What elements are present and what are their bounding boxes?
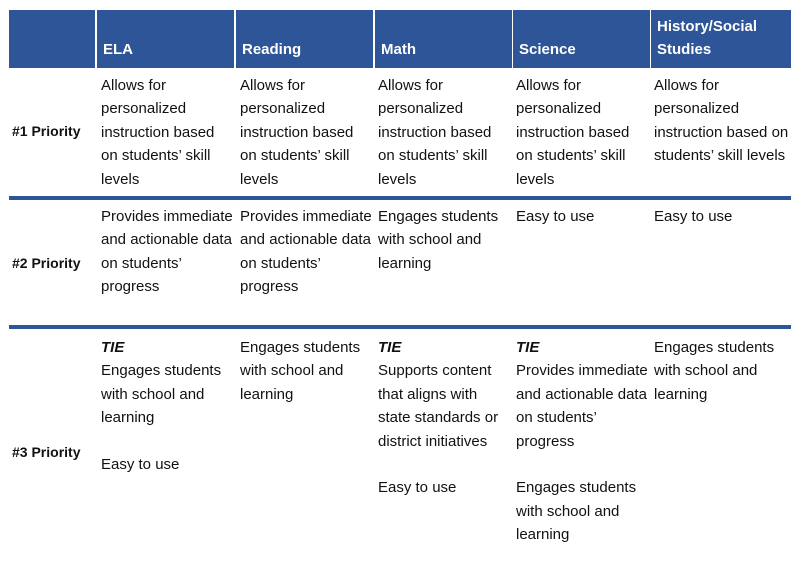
row-divider [9, 196, 791, 200]
table-cell [378, 74, 512, 191]
cell-text: Allows for personalized instruction based on students’ skill levels [516, 77, 630, 188]
cell-text: Engages students with school and learning [240, 339, 361, 403]
header-cell-math: Math [375, 10, 512, 68]
table-cell [654, 205, 794, 228]
cell-text: Engages students with school and learning [101, 362, 222, 427]
table-cell [516, 74, 650, 191]
header-cell-history-social-studies: History/Social Studies [651, 10, 791, 68]
table-header-row [0, 10, 800, 68]
row-label-priority-3: #3 Priority [12, 444, 81, 460]
cell-text: Easy to use [101, 456, 180, 474]
cell-text: Provides immediate and actionable data on students’ progress [101, 208, 233, 296]
cell-text: Allows for personalized instruction based on students’ skill levels [101, 77, 215, 188]
cell-text: Engages students with school and learning [654, 339, 775, 403]
table-cell [240, 74, 374, 191]
cell-text: Engages students with school and learning [516, 479, 637, 544]
table-cell [378, 205, 512, 275]
cell-text: Supports content that aligns with state standards or district initiatives [378, 362, 499, 450]
row-divider [9, 325, 791, 329]
table-cell [240, 336, 374, 406]
cell-text: Provides immediate and actionable data on students’ progress [516, 362, 648, 450]
cell-text: Easy to use [654, 208, 733, 225]
cell-text: Allows for personalized instruction based on students’ skill levels [378, 77, 492, 188]
tie-label: TIE [516, 339, 540, 356]
row-label-priority-2: #2 Priority [12, 255, 81, 271]
table-cell [101, 336, 235, 476]
table-cell [378, 336, 512, 500]
cell-text: Easy to use [378, 479, 457, 497]
tie-label: TIE [101, 339, 125, 356]
spacer [378, 453, 512, 476]
header-cell-reading: Reading [236, 10, 373, 68]
row-label-priority-1: #1 Priority [12, 123, 81, 139]
table-cell [101, 74, 235, 191]
header-cell-blank [9, 10, 95, 68]
table-cell [654, 336, 794, 406]
spacer [516, 453, 650, 476]
table-cell [654, 74, 794, 168]
cell-text: Allows for personalized instruction based on students’ skill levels [240, 77, 354, 188]
cell-text: Allows for personalized instruction based on students’ skill levels [654, 77, 789, 165]
spacer [101, 430, 235, 453]
cell-text: Engages students with school and learning [378, 208, 499, 272]
cell-text: Easy to use [516, 208, 595, 225]
table-cell [516, 205, 650, 228]
table-cell [240, 205, 374, 299]
cell-text: Provides immediate and actionable data on students’ progress [240, 208, 372, 296]
tie-label: TIE [378, 339, 402, 356]
header-cell-science: Science [513, 10, 650, 68]
table-cell [516, 336, 650, 547]
header-cell-ela: ELA [97, 10, 234, 68]
table-cell [101, 205, 235, 299]
